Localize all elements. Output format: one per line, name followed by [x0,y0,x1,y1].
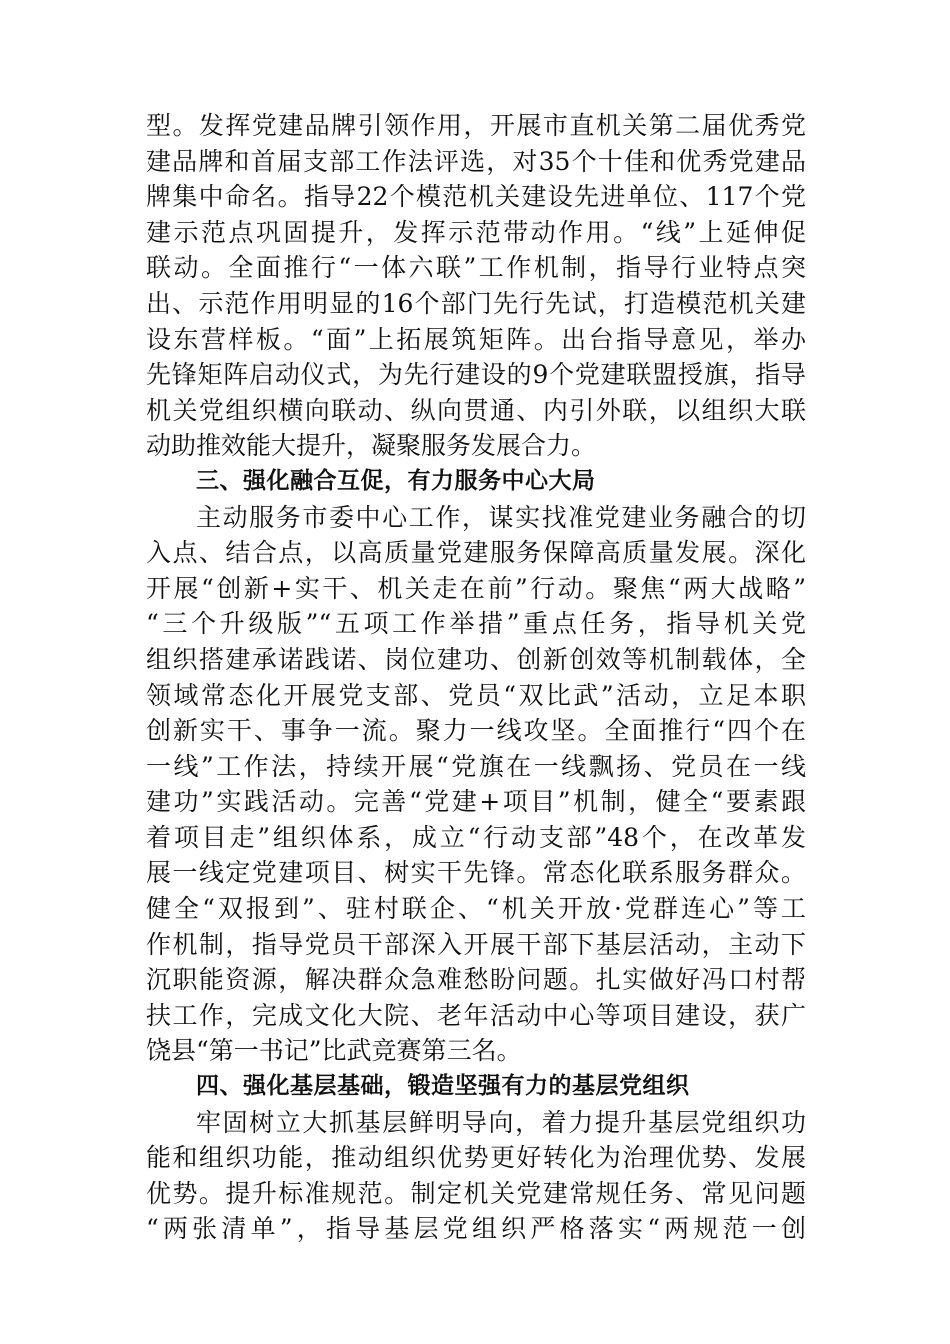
text-line: 建品牌和首届支部工作法评选，对35个十佳和优秀党建品 [146,146,806,176]
text-line: 领域常态化开展党支部、党员“双比武”活动，立足本职 [146,680,806,710]
text-line: 沉职能资源，解决群众急难愁盼问题。扎实做好冯口村帮 [146,965,806,995]
text-line: 着项目走”组织体系，成立“行动支部”48个，在改革发 [146,822,806,852]
paragraph-section3 [146,500,806,1070]
document-body [146,108,806,1247]
text-line: 联动。全面推行“一体六联”工作机制，指导行业特点突 [146,253,806,283]
text-line: 一线”工作法，持续开展“党旗在一线飘扬、党员在一线 [146,751,806,781]
paragraph-section2-tail [146,108,806,464]
text-line: 先锋矩阵启动仪式，为先行建设的9个党建联盟授旗，指导 [146,360,806,390]
text-line: 能和组织功能，推动组织优势更好转化为治理优势、发展 [146,1143,806,1173]
text-line: 动助推效能大提升，凝聚服务发展合力。 [146,431,597,461]
text-line: 创新实干、事争一流。聚力一线攻坚。全面推行“四个在 [146,716,806,746]
text-line: 型。发挥党建品牌引领作用，开展市直机关第二届优秀党 [146,111,806,140]
text-line: 建功”实践活动。完善“党建+项目”机制，健全“要素跟 [146,787,806,817]
text-line: 展一线定党建项目、树实干先锋。常态化联系服务群众。 [146,858,806,888]
text-line: 组织搭建承诺践诺、岗位建功、创新创效等机制载体，全 [146,644,806,674]
text-line: 建示范点巩固提升，发挥示范带动作用。“线”上延伸促 [146,217,806,247]
text-line: 饶县“第一书记”比武竞赛第三名。 [146,1036,522,1066]
text-line: 机关党组织横向联动、纵向贯通、内引外联，以组织大联 [146,395,806,425]
section3-heading: 三、强化融合互促，有力服务中心大局 [196,467,596,494]
section4-heading: 四、强化基层基础，锻造坚强有力的基层党组织 [196,1073,690,1100]
paragraph-section4 [146,1105,806,1247]
text-line: “两张清单”，指导基层党组织严格落实“两规范一创 [146,1214,806,1244]
text-line: 牢固树立大抓基层鲜明导向，着力提升基层党组织功 [196,1107,806,1137]
text-line: 出、示范作用明显的16个部门先行先试，打造模范机关建 [146,288,806,318]
text-line: 设东营样板。“面”上拓展筑矩阵。出台指导意见，举办 [146,324,806,354]
text-line: 开展“创新+实干、机关走在前”行动。聚焦“两大战略” [146,573,806,603]
text-line: 牌集中命名。指导22个模范机关建设先进单位、117个党 [146,182,806,212]
text-line: 入点、结合点，以高质量党建服务保障高质量发展。深化 [146,538,806,568]
text-line: “三个升级版”“五项工作举措”重点任务，指导机关党 [146,609,806,639]
text-line: 作机制，指导党员干部深入开展干部下基层活动，主动下 [146,929,806,959]
text-line: 优势。提升标准规范。制定机关党建常规任务、常见问题 [146,1178,806,1208]
text-line: 主动服务市委中心工作，谋实找准党建业务融合的切 [196,502,806,532]
text-line: 扶工作，完成文化大院、老年活动中心等项目建设，获广 [146,1000,806,1030]
text-line: 健全“双报到”、驻村联企、“机关开放·党群连心”等工 [146,894,806,924]
